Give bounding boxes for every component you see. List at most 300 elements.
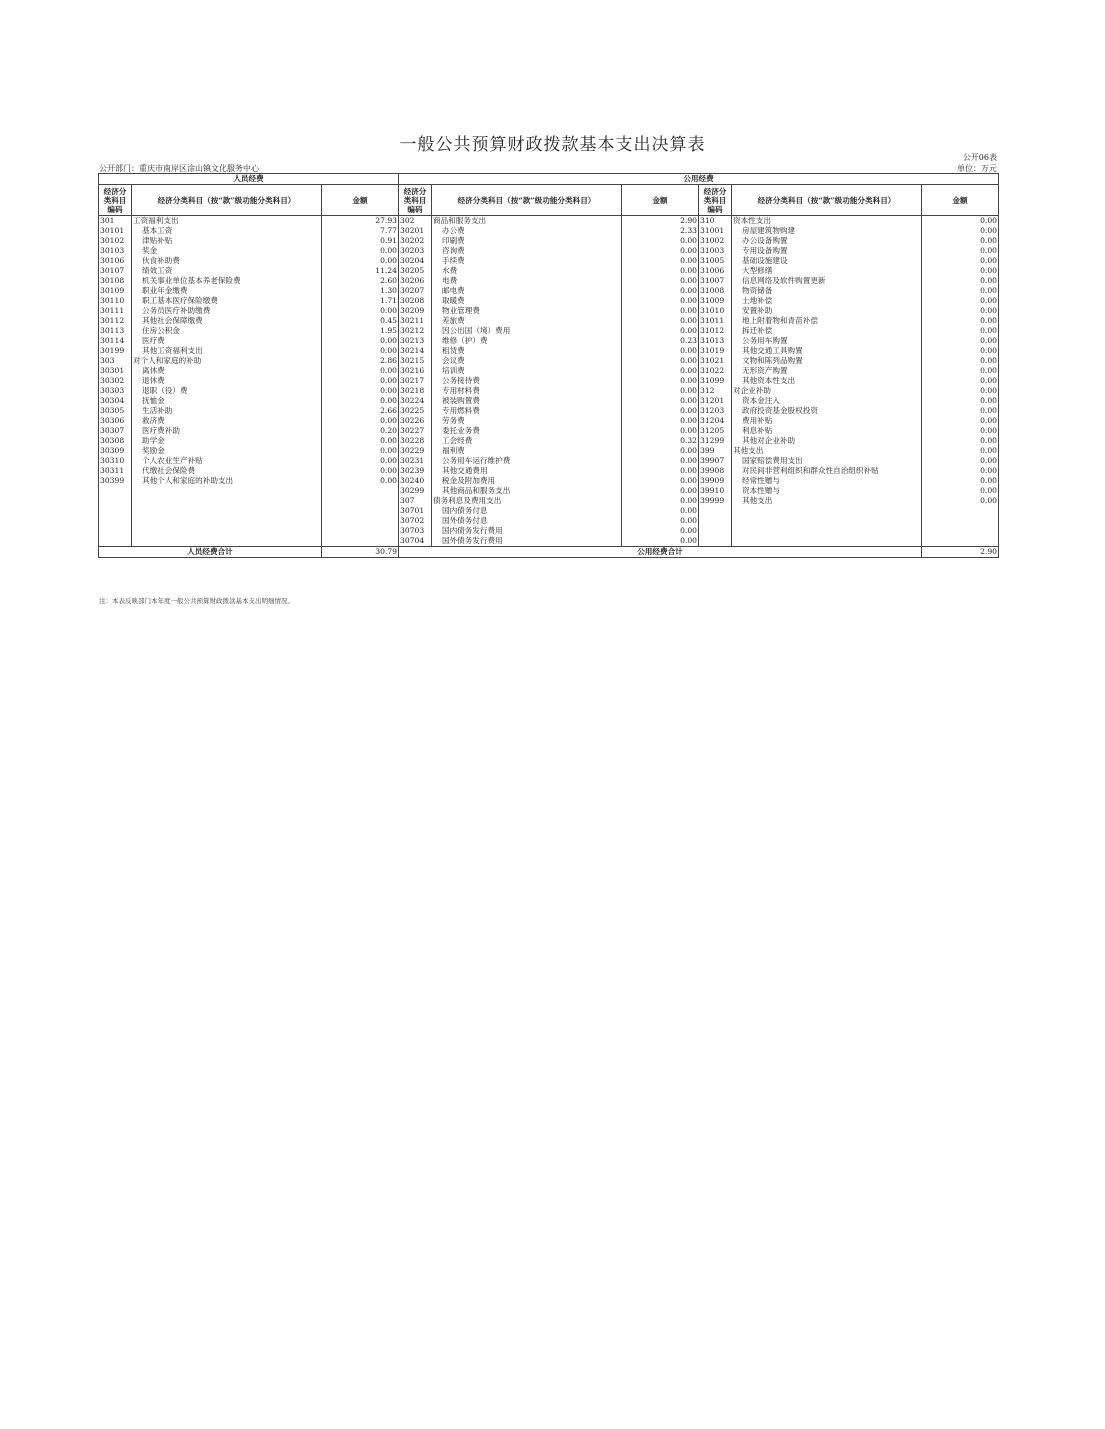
- code-cell: 30310: [99, 456, 132, 466]
- table-row: [99, 346, 999, 356]
- code-cell: 30399: [99, 476, 132, 486]
- name-cell: 无形资产购置: [732, 366, 922, 376]
- name-cell: [732, 506, 922, 516]
- name-cell: 救济费: [132, 416, 322, 426]
- personnel-total-amount: 30.79: [322, 547, 399, 558]
- code-cell: 30306: [99, 416, 132, 426]
- code-cell: 31204: [699, 416, 732, 426]
- amount-cell: 0.00: [922, 216, 999, 227]
- name-cell: 大型修缮: [732, 266, 922, 276]
- code-cell: 39907: [699, 456, 732, 466]
- code-cell: 399: [699, 446, 732, 456]
- code-cell: 30228: [399, 436, 432, 446]
- amount-cell: 2.90: [622, 216, 699, 227]
- name-cell: 其他支出: [732, 446, 922, 456]
- code-cell: [99, 486, 132, 496]
- code-cell: 30110: [99, 296, 132, 306]
- code-cell: 307: [399, 496, 432, 506]
- name-cell: 基本工资: [132, 226, 322, 236]
- code-header: 经济分类科目编码: [99, 185, 132, 216]
- amount-cell: 0.00: [922, 426, 999, 436]
- name-cell: [732, 536, 922, 547]
- name-cell: 医疗费: [132, 336, 322, 346]
- amount-header: 金额: [622, 185, 699, 216]
- code-cell: 31009: [699, 296, 732, 306]
- table-row: [99, 456, 999, 466]
- amount-cell: 0.00: [322, 256, 399, 266]
- code-cell: 30311: [99, 466, 132, 476]
- name-cell: 代缴社会保险费: [132, 466, 322, 476]
- amount-cell: 0.00: [322, 336, 399, 346]
- name-cell: [732, 516, 922, 526]
- table-row: [99, 286, 999, 296]
- name-cell: 房屋建筑物购建: [732, 226, 922, 236]
- code-cell: 30218: [399, 386, 432, 396]
- name-cell: 物资储备: [732, 286, 922, 296]
- name-cell: 奖励金: [132, 446, 322, 456]
- amount-cell: 11.24: [322, 266, 399, 276]
- name-cell: 物业管理费: [432, 306, 622, 316]
- table-row: [99, 516, 999, 526]
- code-cell: 30203: [399, 246, 432, 256]
- public-total-amount: 2.90: [922, 547, 999, 558]
- name-cell: 安置补助: [732, 306, 922, 316]
- name-cell: 因公出国（境）费用: [432, 326, 622, 336]
- name-cell: 公务用车运行维护费: [432, 456, 622, 466]
- name-cell: 差旅费: [432, 316, 622, 326]
- code-cell: [99, 536, 132, 547]
- code-cell: 31011: [699, 316, 732, 326]
- code-cell: 31010: [699, 306, 732, 316]
- code-cell: 30106: [99, 256, 132, 266]
- amount-header: 金额: [322, 185, 399, 216]
- code-cell: 30302: [99, 376, 132, 386]
- name-cell: 专用燃料费: [432, 406, 622, 416]
- code-cell: 31005: [699, 256, 732, 266]
- code-cell: 30309: [99, 446, 132, 456]
- name-cell: 奖金: [132, 246, 322, 256]
- amount-cell: 0.00: [922, 326, 999, 336]
- name-cell: 医疗费补助: [132, 426, 322, 436]
- name-cell: 职工基本医疗保险缴费: [132, 296, 322, 306]
- amount-cell: 1.71: [322, 296, 399, 306]
- name-cell: 绩效工资: [132, 266, 322, 276]
- table-row: [99, 246, 999, 256]
- name-cell: 住房公积金: [132, 326, 322, 336]
- name-cell: [732, 526, 922, 536]
- name-cell: 津贴补贴: [132, 236, 322, 246]
- amount-cell: 0.00: [622, 426, 699, 436]
- name-cell: 被装购置费: [432, 396, 622, 406]
- name-cell: 其他交通费用: [432, 466, 622, 476]
- public-group-header: 公用经费: [399, 174, 999, 185]
- name-cell: 公务用车购置: [732, 336, 922, 346]
- name-cell: 对企业补助: [732, 386, 922, 396]
- name-cell: 资本性赠与: [732, 486, 922, 496]
- code-cell: 31001: [699, 226, 732, 236]
- name-cell: 其他工资福利支出: [132, 346, 322, 356]
- name-cell: 其他交通工具购置: [732, 346, 922, 356]
- table-row: [99, 446, 999, 456]
- table-row: [99, 496, 999, 506]
- name-cell: 电费: [432, 276, 622, 286]
- amount-cell: 0.00: [622, 496, 699, 506]
- amount-cell: 0.00: [922, 316, 999, 326]
- amount-cell: 0.00: [622, 396, 699, 406]
- code-cell: 30201: [399, 226, 432, 236]
- amount-cell: [922, 526, 999, 536]
- amount-cell: 0.00: [622, 366, 699, 376]
- name-cell: [132, 516, 322, 526]
- name-cell: 个人农业生产补贴: [132, 456, 322, 466]
- name-cell: 伙食补助费: [132, 256, 322, 266]
- name-cell: 印刷费: [432, 236, 622, 246]
- table-row: [99, 476, 999, 486]
- name-cell: 基础设施建设: [732, 256, 922, 266]
- table-row: [99, 376, 999, 386]
- amount-cell: 0.00: [322, 476, 399, 486]
- code-cell: 310: [699, 216, 732, 227]
- code-cell: 30217: [399, 376, 432, 386]
- code-cell: 31205: [699, 426, 732, 436]
- code-cell: 31203: [699, 406, 732, 416]
- code-cell: 30229: [399, 446, 432, 456]
- amount-cell: 0.00: [622, 276, 699, 286]
- name-cell: 取暖费: [432, 296, 622, 306]
- code-cell: 31002: [699, 236, 732, 246]
- table-row: [99, 536, 999, 547]
- amount-cell: 1.95: [322, 326, 399, 336]
- amount-cell: [322, 506, 399, 516]
- amount-cell: 0.00: [922, 436, 999, 446]
- table-row: [99, 216, 999, 227]
- amount-cell: 2.66: [322, 406, 399, 416]
- amount-cell: 0.00: [622, 456, 699, 466]
- code-cell: 30703: [399, 526, 432, 536]
- name-cell: 国家赔偿费用支出: [732, 456, 922, 466]
- code-cell: 30224: [399, 396, 432, 406]
- table-row: [99, 256, 999, 266]
- name-cell: 邮电费: [432, 286, 622, 296]
- code-cell: 30103: [99, 246, 132, 256]
- amount-cell: 0.00: [622, 406, 699, 416]
- name-cell: 资本性支出: [732, 216, 922, 227]
- name-cell: 资本金注入: [732, 396, 922, 406]
- amount-cell: 0.00: [922, 296, 999, 306]
- amount-cell: [922, 536, 999, 547]
- amount-cell: 0.00: [622, 446, 699, 456]
- code-cell: 30216: [399, 366, 432, 376]
- amount-cell: 0.00: [922, 256, 999, 266]
- amount-cell: 0.00: [622, 416, 699, 426]
- amount-cell: 0.00: [622, 526, 699, 536]
- code-cell: 30304: [99, 396, 132, 406]
- code-cell: 30239: [399, 466, 432, 476]
- code-cell: 30111: [99, 306, 132, 316]
- table-row: [99, 396, 999, 406]
- name-cell: 专用设备购置: [732, 246, 922, 256]
- amount-cell: 0.00: [322, 376, 399, 386]
- amount-cell: 0.00: [922, 246, 999, 256]
- name-cell: 福利费: [432, 446, 622, 456]
- code-cell: 30213: [399, 336, 432, 346]
- code-cell: 30199: [99, 346, 132, 356]
- name-cell: 地上附着物和青苗补偿: [732, 316, 922, 326]
- amount-cell: 0.00: [922, 366, 999, 376]
- code-cell: 30113: [99, 326, 132, 336]
- name-cell: 专用材料费: [432, 386, 622, 396]
- name-cell: 国内债务付息: [432, 506, 622, 516]
- amount-cell: 2.33: [622, 226, 699, 236]
- name-cell: 信息网络及软件购置更新: [732, 276, 922, 286]
- name-cell: 其他资本性支出: [732, 376, 922, 386]
- amount-cell: [322, 496, 399, 506]
- amount-cell: 0.00: [322, 466, 399, 476]
- table-row: [99, 426, 999, 436]
- amount-cell: 0.00: [922, 456, 999, 466]
- name-cell: 债务利息及费用支出: [432, 496, 622, 506]
- amount-cell: 0.00: [922, 336, 999, 346]
- amount-cell: 0.20: [322, 426, 399, 436]
- name-cell: 其他社会保障缴费: [132, 316, 322, 326]
- name-cell: 退休费: [132, 376, 322, 386]
- name-cell: 工会经费: [432, 436, 622, 446]
- code-cell: 39999: [699, 496, 732, 506]
- name-cell: 工资福利支出: [132, 216, 322, 227]
- name-cell: 退职（役）费: [132, 386, 322, 396]
- code-cell: 30303: [99, 386, 132, 396]
- table-row: [99, 276, 999, 286]
- name-header: 经济分类科目（按“款”级功能分类科目）: [132, 185, 322, 216]
- code-cell: 301: [99, 216, 132, 227]
- code-cell: 39908: [699, 466, 732, 476]
- amount-cell: 0.00: [622, 296, 699, 306]
- amount-cell: 0.00: [322, 456, 399, 466]
- table-row: [99, 506, 999, 516]
- name-cell: 文物和陈列品购置: [732, 356, 922, 366]
- name-cell: 办公设备购置: [732, 236, 922, 246]
- table-row: [99, 306, 999, 316]
- code-cell: 30207: [399, 286, 432, 296]
- name-cell: 国外债务付息: [432, 516, 622, 526]
- name-cell: [132, 526, 322, 536]
- expenditure-table: [98, 173, 999, 558]
- table-row: [99, 486, 999, 496]
- name-cell: 费用补贴: [732, 416, 922, 426]
- amount-cell: [322, 516, 399, 526]
- name-cell: 对个人和家庭的补助: [132, 356, 322, 366]
- name-cell: 委托业务费: [432, 426, 622, 436]
- amount-cell: 0.00: [922, 396, 999, 406]
- amount-cell: 0.00: [622, 246, 699, 256]
- name-cell: [132, 506, 322, 516]
- amount-cell: 0.00: [322, 446, 399, 456]
- amount-cell: 2.86: [322, 356, 399, 366]
- amount-cell: 0.00: [622, 236, 699, 246]
- amount-cell: 0.23: [622, 336, 699, 346]
- amount-cell: 0.00: [922, 466, 999, 476]
- code-cell: 31007: [699, 276, 732, 286]
- amount-cell: 7.77: [322, 226, 399, 236]
- amount-cell: 0.00: [622, 376, 699, 386]
- code-cell: 31019: [699, 346, 732, 356]
- code-cell: 31022: [699, 366, 732, 376]
- code-cell: 30101: [99, 226, 132, 236]
- table-row: [99, 356, 999, 366]
- table-row: [99, 336, 999, 346]
- name-cell: 培训费: [432, 366, 622, 376]
- amount-cell: 27.93: [322, 216, 399, 227]
- name-cell: 政府投资基金股权投资: [732, 406, 922, 416]
- code-cell: 30215: [399, 356, 432, 366]
- amount-cell: [322, 536, 399, 547]
- name-cell: 劳务费: [432, 416, 622, 426]
- table-row: [99, 436, 999, 446]
- name-cell: 税金及附加费用: [432, 476, 622, 486]
- code-cell: 31201: [699, 396, 732, 406]
- name-cell: 水费: [432, 266, 622, 276]
- name-cell: 会议费: [432, 356, 622, 366]
- name-header: 经济分类科目（按“款”级功能分类科目）: [732, 185, 922, 216]
- code-cell: 30240: [399, 476, 432, 486]
- code-cell: 30109: [99, 286, 132, 296]
- code-cell: 302: [399, 216, 432, 227]
- amount-cell: 0.00: [922, 266, 999, 276]
- name-cell: 维修（护）费: [432, 336, 622, 346]
- code-cell: 30112: [99, 316, 132, 326]
- amount-cell: 0.32: [622, 436, 699, 446]
- name-header: 经济分类科目（按“款”级功能分类科目）: [432, 185, 622, 216]
- amount-cell: 0.00: [622, 356, 699, 366]
- code-cell: 30205: [399, 266, 432, 276]
- amount-cell: 0.00: [622, 306, 699, 316]
- amount-cell: 0.00: [322, 346, 399, 356]
- table-row: [99, 316, 999, 326]
- unit-label: 单位：万元: [957, 164, 997, 173]
- code-cell: 30107: [99, 266, 132, 276]
- code-cell: 30301: [99, 366, 132, 376]
- name-cell: 其他支出: [732, 496, 922, 506]
- amount-cell: 0.91: [322, 236, 399, 246]
- amount-cell: 0.00: [322, 306, 399, 316]
- department-label: 公开部门：重庆市南岸区涂山镇文化服务中心: [99, 164, 259, 173]
- table-row: [99, 366, 999, 376]
- amount-cell: 0.00: [322, 416, 399, 426]
- code-cell: 30204: [399, 256, 432, 266]
- amount-cell: 0.00: [922, 286, 999, 296]
- name-cell: 离休费: [132, 366, 322, 376]
- code-cell: 30114: [99, 336, 132, 346]
- amount-cell: 0.00: [622, 506, 699, 516]
- code-cell: 30307: [99, 426, 132, 436]
- code-cell: 30226: [399, 416, 432, 426]
- code-cell: [699, 526, 732, 536]
- code-cell: [99, 506, 132, 516]
- amount-cell: 0.00: [922, 226, 999, 236]
- table-number: 公开06表: [962, 153, 997, 162]
- amount-cell: [922, 516, 999, 526]
- name-cell: 对民间非营利组织和群众性自治组织补贴: [732, 466, 922, 476]
- name-cell: 其他个人和家庭的补助支出: [132, 476, 322, 486]
- code-cell: 30308: [99, 436, 132, 446]
- amount-cell: 0.00: [622, 536, 699, 547]
- footnote: 注：本表反映部门本年度一般公共预算财政拨款基本支出明细情况。: [99, 597, 294, 605]
- name-cell: 国外债务发行费用: [432, 536, 622, 547]
- code-cell: [99, 496, 132, 506]
- name-cell: 国内债务发行费用: [432, 526, 622, 536]
- table-row: [99, 236, 999, 246]
- amount-cell: 2.60: [322, 276, 399, 286]
- code-cell: 30702: [399, 516, 432, 526]
- amount-cell: 0.00: [622, 476, 699, 486]
- amount-cell: 0.00: [622, 326, 699, 336]
- amount-cell: 0.00: [922, 236, 999, 246]
- table-row: [99, 266, 999, 276]
- name-cell: 商品和服务支出: [432, 216, 622, 227]
- code-header: 经济分类科目编码: [399, 185, 432, 216]
- amount-cell: 0.00: [922, 356, 999, 366]
- amount-header: 金额: [922, 185, 999, 216]
- code-cell: 30704: [399, 536, 432, 547]
- amount-cell: 0.00: [922, 416, 999, 426]
- amount-cell: 0.00: [622, 286, 699, 296]
- code-cell: 30701: [399, 506, 432, 516]
- amount-cell: 0.00: [322, 246, 399, 256]
- amount-cell: 1.30: [322, 286, 399, 296]
- code-cell: 31003: [699, 246, 732, 256]
- code-cell: 31006: [699, 266, 732, 276]
- amount-cell: 0.00: [922, 486, 999, 496]
- code-cell: 303: [99, 356, 132, 366]
- table-row: [99, 226, 999, 236]
- personnel-total-label: 人员经费合计: [99, 547, 322, 558]
- code-cell: 39909: [699, 476, 732, 486]
- amount-cell: 0.00: [322, 366, 399, 376]
- amount-cell: 0.45: [322, 316, 399, 326]
- code-cell: 30211: [399, 316, 432, 326]
- amount-cell: 0.00: [922, 346, 999, 356]
- code-cell: 31008: [699, 286, 732, 296]
- code-cell: 31299: [699, 436, 732, 446]
- name-cell: 手续费: [432, 256, 622, 266]
- code-cell: [699, 536, 732, 547]
- name-cell: 经常性赠与: [732, 476, 922, 486]
- name-cell: 抚恤金: [132, 396, 322, 406]
- name-cell: [132, 496, 322, 506]
- code-cell: 30227: [399, 426, 432, 436]
- name-cell: 其他对企业补助: [732, 436, 922, 446]
- code-cell: 30305: [99, 406, 132, 416]
- name-cell: [132, 536, 322, 547]
- table-row: [99, 326, 999, 336]
- amount-cell: 0.00: [922, 496, 999, 506]
- amount-cell: [322, 486, 399, 496]
- amount-cell: 0.00: [922, 406, 999, 416]
- code-cell: 30102: [99, 236, 132, 246]
- code-cell: [699, 506, 732, 516]
- name-cell: 助学金: [132, 436, 322, 446]
- name-cell: 职业年金缴费: [132, 286, 322, 296]
- code-header: 经济分类科目编码: [699, 185, 732, 216]
- name-cell: 租赁费: [432, 346, 622, 356]
- amount-cell: 0.00: [922, 306, 999, 316]
- code-cell: 30208: [399, 296, 432, 306]
- amount-cell: 0.00: [922, 276, 999, 286]
- code-cell: 30209: [399, 306, 432, 316]
- code-cell: 30225: [399, 406, 432, 416]
- code-cell: 30214: [399, 346, 432, 356]
- name-cell: [132, 486, 322, 496]
